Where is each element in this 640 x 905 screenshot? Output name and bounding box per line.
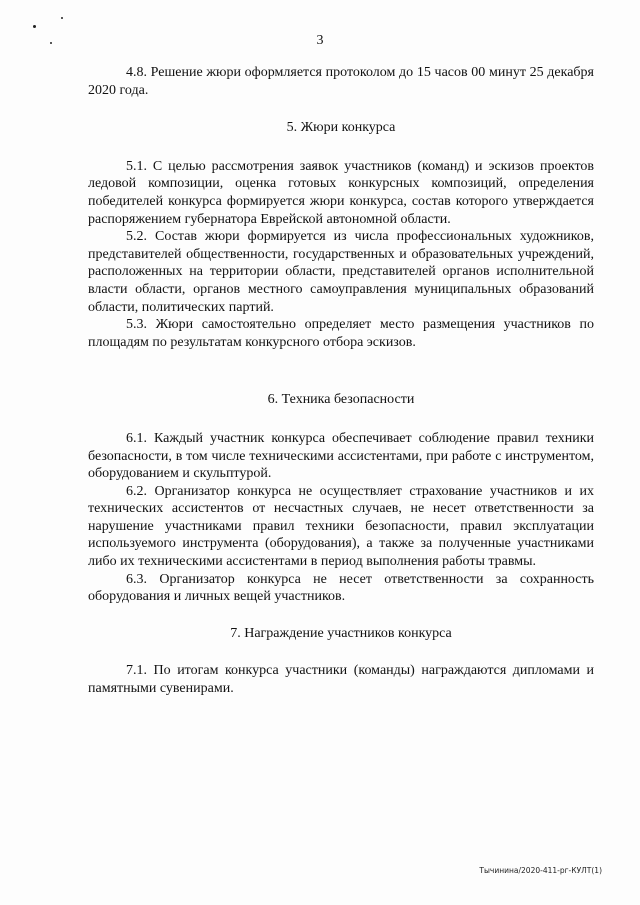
section-heading-awards: 7. Награждение участников конкурса xyxy=(230,625,452,641)
document-footer-code: Тычинина/2020-411-рг-КУЛТ(1) xyxy=(479,866,602,875)
paragraph-4-8: 4.8. Решение жюри оформляется протоколом до 15 часов 00 минут 25 декабря 2020 года. xyxy=(88,65,594,98)
scan-speck xyxy=(61,17,63,19)
paragraph-6-3: 6.3. Организатор конкурса не несет ответственности за сохранность оборудования и личных вещей участников. xyxy=(88,571,594,605)
paragraph-5-3: 5.3. Жюри самостоятельно определяет место размещения участников по площадям по результатам конкурсного отбора эскизов. xyxy=(88,317,594,350)
section-heading-jury: 5. Жюри конкурса xyxy=(286,120,396,136)
document-body xyxy=(88,64,594,698)
paragraph-5-1: 5.1. С целью рассмотрения заявок участников (команд) и эскизов проектов ледовой композиции, оценка готовых конкурсных композиций, определения победителей конкурса формируется жюри конкурса, состав которого утверждается распоряжением губернатора Еврейской автономной области. xyxy=(88,158,594,227)
section-heading-safety: 6. Техника безопасности xyxy=(267,392,415,408)
paragraph-6-1: 6.1. Каждый участник конкурса обеспечивает соблюдение правил техники безопасности, в том числе техническими ассистентами, при работе с инструментом, оборудованием и скульптурой. xyxy=(88,430,594,482)
paragraph-7-1: 7.1. По итогам конкурса участники (команды) награждаются дипломами и памятными сувенирами. xyxy=(88,663,594,697)
page-number: 3 xyxy=(316,33,324,48)
paragraph-5-2: 5.2. Состав жюри формируется из числа профессиональных художников, представителей общественности, государственных и образовательных учреждений, расположенных на территории области, представителей органов исполнительной власти области, органов местного самоуправления муниципальных образований области, политических партий. xyxy=(88,229,594,315)
paragraph-6-2: 6.2. Организатор конкурса не осуществляет страхование участников и их технических ассистентов от несчастных случаев, не несет ответственности за нарушение участниками правил техники безопасности, правил эксплуатации используемого инструмента (оборудования), а также за полученные участниками либо их техническими ассистентами в период выполнения работы травмы. xyxy=(88,483,594,570)
scan-speck xyxy=(33,25,36,28)
